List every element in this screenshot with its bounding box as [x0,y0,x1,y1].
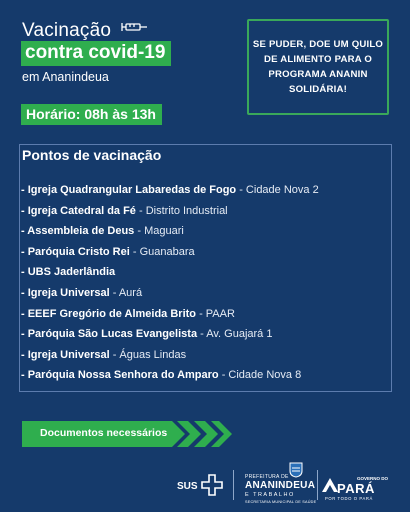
para-name: PARÁ [337,481,375,496]
ananindeua-shield-icon [289,462,303,478]
list-item: - EEEF Gregório de Almeida Brito - PAAR [21,307,235,320]
list-item: - Igreja Universal - Águas Lindas [21,348,187,361]
hours-badge: Horário: 08h às 13h [21,104,162,125]
para-gov-label: GOVERNO DO [357,476,389,481]
points-list [21,180,319,386]
sus-cross-icon [201,474,223,496]
ananindeua-secretary: SECRETARIA MUNICIPAL DE SAÚDE [245,500,317,504]
list-item: - Assembleia de Deus - Maguari [21,225,184,238]
ananindeua-motto: E TRABALHO [245,492,295,498]
list-item: - Igreja Quadrangular Labaredas de Fogo - Cidade Nova 2 [21,184,319,196]
title-line1: Vacinação [22,20,112,41]
ananindeua-name: ANANINDEUA [245,480,316,491]
list-item: - Igreja Universal - Aurá [21,286,143,299]
list-item: - Paróquia Cristo Rei - Guanabara [21,245,195,258]
subtitle: em Ananindeua [22,70,109,84]
points-title: Pontos de vacinação [22,147,162,163]
para-motto: POR TODO O PARÁ [325,496,373,501]
list-item: - Paróquia Nossa Senhora do Amparo - Cidade Nova 8 [21,369,302,382]
title-line2: contra covid-19 [21,41,171,66]
donation-callout [247,19,389,115]
sus-logo-text: SUS [177,481,198,492]
documents-button-label[interactable]: Documentos necessários [40,427,168,439]
footer-divider [317,470,318,500]
donation-callout-text: SE PUDER, DOE UM QUILO DE ALIMENTO PARA O PROGRAMA ANANIN SOLIDÁRIA! [252,39,384,95]
list-item: - Igreja Catedral da Fé - Distrito Industrial [21,204,228,217]
syringe-icon [119,17,149,37]
para-mark-icon [322,478,338,492]
list-item: - UBS Jaderlândia [21,266,116,279]
ananindeua-top: PREFEITURA DE [245,474,289,480]
list-item: - Paróquia São Lucas Evangelista - Av. Guajará 1 [21,328,273,341]
footer-divider [233,470,234,500]
